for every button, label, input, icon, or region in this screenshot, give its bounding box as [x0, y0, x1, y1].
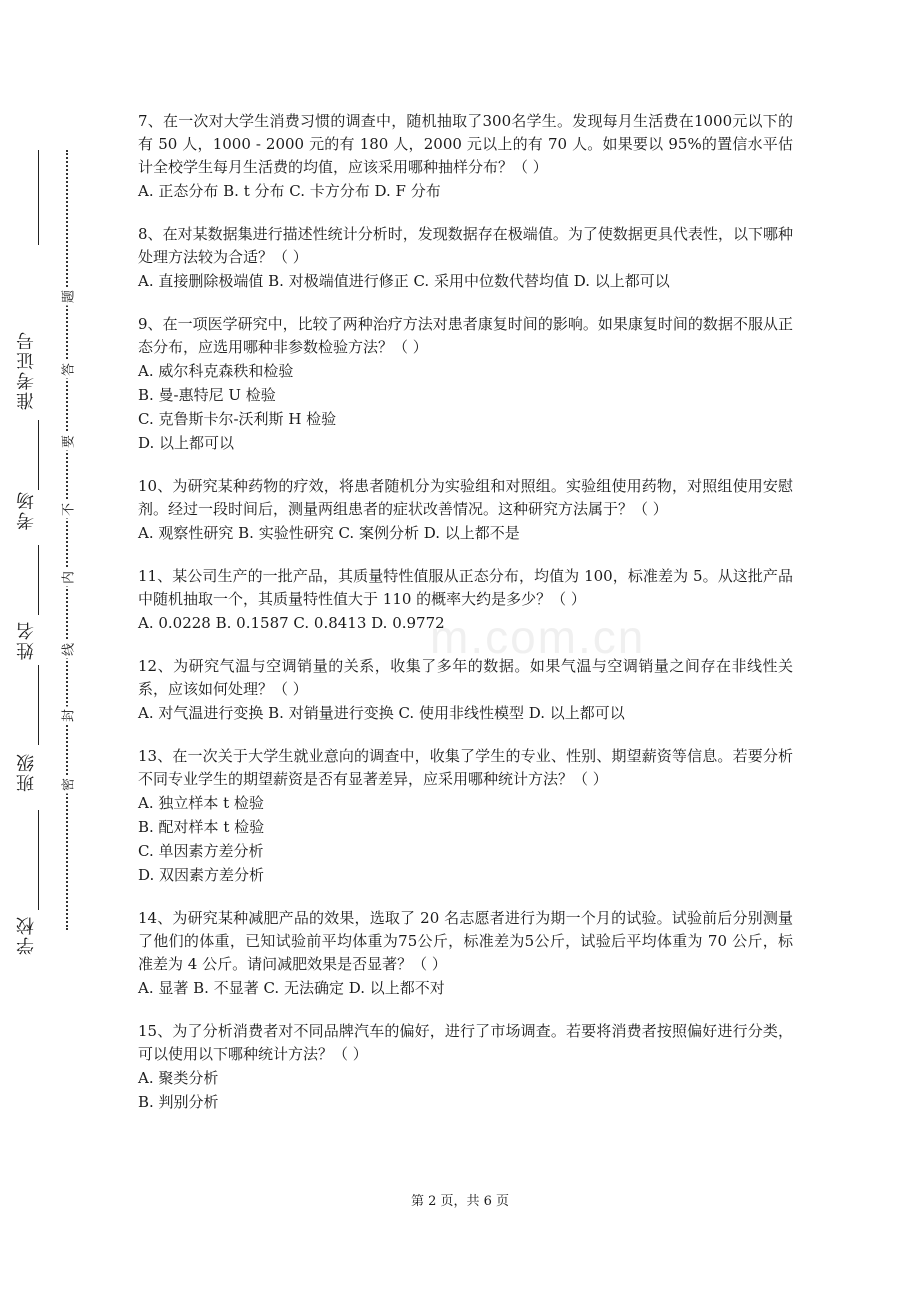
seal-char-6: 线: [58, 641, 77, 659]
option-a: A. 聚类分析: [138, 1069, 219, 1087]
question-options: A. 0.0228 B. 0.1587 C. 0.8413 D. 0.9772: [138, 614, 445, 632]
seal-char-4: 不: [58, 501, 77, 519]
question-9: [138, 313, 793, 455]
seal-dotted-line: [66, 150, 68, 930]
seal-char-3: 要: [58, 433, 77, 451]
question-stem: 8、在对某数据集进行描述性统计分析时，发现数据存在极端值。为了使数据更具代表性，以下哪种处理方法较为合适？（ ）: [138, 225, 793, 266]
question-options: A. 观察性研究 B. 实验性研究 C. 案例分析 D. 以上都不是: [138, 524, 520, 542]
question-options: A. 直接删除极端值 B. 对极端值进行修正 C. 采用中位数代替均值 D. 以上都可以: [138, 272, 670, 290]
fill-line-admission: [38, 150, 39, 245]
question-stem: 10、为研究某种药物的疗效，将患者随机分为实验组和对照组。实验组使用药物，对照组使用安慰剂。经过一段时间后，测量两组患者的症状改善情况。这种研究方法属于？（ ）: [138, 477, 793, 518]
option-b: B. 配对样本 t 检验: [138, 818, 265, 836]
watermark: m.com.cn: [430, 611, 646, 663]
option-b: B. 曼-惠特尼 U 检验: [138, 386, 276, 404]
fill-line-class: [38, 665, 39, 745]
question-14: [138, 907, 793, 1000]
question-10: [138, 475, 793, 545]
question-7: [138, 110, 793, 203]
question-options: A. 正态分布 B. t 分布 C. 卡方分布 D. F 分布: [138, 182, 441, 200]
question-13: [138, 745, 793, 887]
label-exam-room: 考场: [16, 490, 37, 530]
question-options: A. 显著 B. 不显著 C. 无法确定 D. 以上都不对: [138, 979, 445, 997]
question-stem: 9、在一项医学研究中，比较了两种治疗方法对患者康复时间的影响。如果康复时间的数据不服从正态分布，应选用哪种非参数检验方法？（ ）: [138, 315, 793, 356]
question-stem: 11、某公司生产的一批产品，其质量特性值服从正态分布，均值为 100，标准差为 5。从这批产品中随机抽取一个，其质量特性值大于 110 的概率大约是多少？（ ）: [138, 567, 793, 608]
question-stem: 7、在一次对大学生消费习惯的调查中，随机抽取了300名学生。发现每月生活费在1000元以下的有 50 人，1000 - 2000 元的有 180 人，2000 元以上的有 70 人。如果要以 95%的置信水平估计全校学生每月生活费的均值，应该采用哪种抽样分布？（ ）: [138, 112, 793, 176]
question-stem: 15、为了分析消费者对不同品牌汽车的偏好，进行了市场调查。若要将消费者按照偏好进行分类，可以使用以下哪种统计方法？（ ）: [138, 1022, 793, 1063]
binding-margin: [0, 0, 100, 1302]
question-options: A. 对气温进行变换 B. 对销量进行变换 C. 使用非线性模型 D. 以上都可以: [138, 704, 625, 722]
label-class: 班级: [16, 752, 37, 792]
question-list: [138, 110, 793, 1134]
option-d: D. 以上都可以: [138, 434, 235, 452]
seal-char-7: 封: [58, 707, 77, 725]
fill-line-name: [38, 545, 39, 615]
question-stem: 14、为研究某种减肥产品的效果，选取了 20 名志愿者进行为期一个月的试验。试验前后分别测量了他们的体重，已知试验前平均体重为75公斤，标准差为5公斤，试验后平均体重为 70 公斤，标准差为 4 公斤。请问减肥效果是否显著？（ ）: [138, 909, 793, 973]
label-school: 学校: [16, 915, 37, 955]
option-d: D. 双因素方差分析: [138, 866, 265, 884]
seal-char-1: 题: [58, 288, 77, 306]
question-8: [138, 223, 793, 293]
seal-char-8: 密: [58, 776, 77, 794]
option-a: A. 独立样本 t 检验: [138, 794, 264, 812]
option-b: B. 判别分析: [138, 1093, 219, 1111]
page-footer: 第 2 页，共 6 页: [410, 1194, 510, 1209]
option-c: C. 克鲁斯卡尔-沃利斯 H 检验: [138, 410, 337, 428]
fill-line-room: [38, 420, 39, 490]
fill-line-school: [38, 810, 39, 910]
question-12: [138, 655, 793, 725]
question-stem: 12、为研究气温与空调销量的关系，收集了多年的数据。如果气温与空调销量之间存在非线性关系，应该如何处理？（ ）: [138, 657, 793, 698]
option-a: A. 威尔科克森秩和检验: [138, 362, 294, 380]
option-c: C. 单因素方差分析: [138, 842, 264, 860]
seal-char-2: 答: [58, 361, 77, 379]
question-15: [138, 1020, 793, 1114]
seal-char-5: 内: [58, 569, 77, 587]
question-stem: 13、在一次关于大学生就业意向的调查中，收集了学生的专业、性别、期望薪资等信息。若要分析不同专业学生的期望薪资是否有显著差异，应采用哪种统计方法？（ ）: [138, 747, 793, 788]
label-name: 姓名: [16, 620, 37, 660]
question-11: [138, 565, 793, 635]
label-admission-number: 准考证号: [16, 330, 37, 410]
